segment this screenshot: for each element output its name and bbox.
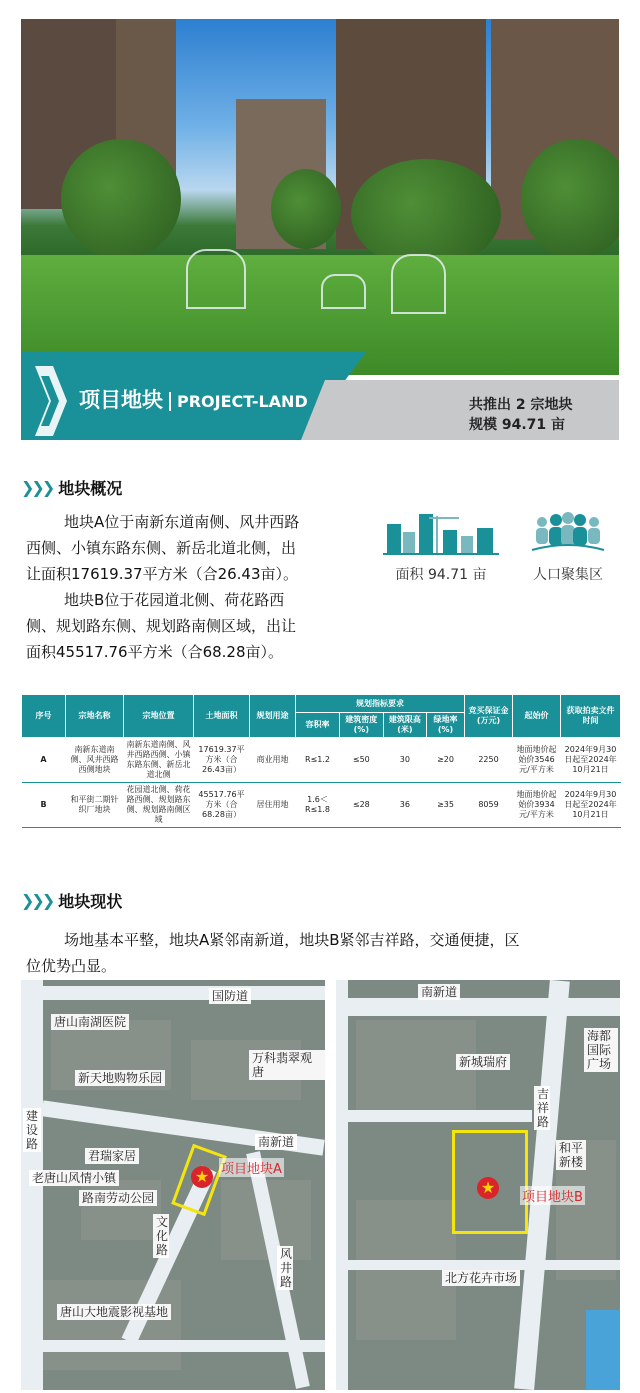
cell-area: 17619.37平方米（合 26.43亩）: [194, 738, 250, 783]
th-seq: 序号: [22, 695, 66, 738]
cell-deposit: 8059: [465, 783, 513, 828]
crowd-icon: [528, 510, 608, 556]
map-label: 海都国际广场: [584, 1028, 618, 1072]
chevron-logo-icon: [31, 362, 71, 440]
star-marker-icon: ★: [191, 1166, 213, 1188]
map-label: 路南劳动公园: [79, 1190, 157, 1206]
map-label: 新城瑞府: [456, 1054, 510, 1070]
land-table: [21, 694, 621, 828]
population-stat-label: 人口聚集区: [533, 567, 603, 583]
map-label: 南新道: [255, 1134, 297, 1150]
triple-arrow-icon: ❯❯❯: [21, 478, 53, 497]
cell-name: 南新东道南侧、风井西路西侧地块: [66, 738, 124, 783]
cell-green: ≥20: [427, 738, 465, 783]
th-use: 规划用途: [250, 695, 296, 738]
cell-name: 和平街二期针织厂地块: [66, 783, 124, 828]
th-height: 建筑限高(米): [383, 713, 426, 738]
city-buildings-icon: [381, 510, 501, 556]
th-time: 获取拍卖文件时间: [561, 695, 621, 738]
map-label: 吉祥路: [534, 1086, 550, 1130]
population-stat: [520, 510, 616, 584]
overview-line: 地块A位于南新东道南侧、风井西路: [64, 513, 300, 531]
th-start-price: 起始价: [513, 695, 561, 738]
cell-start-price: 地面地价起始价3546元/平方米: [513, 738, 561, 783]
th-density: 建筑密度(%): [339, 713, 383, 738]
cell-use: 商业用地: [250, 738, 296, 783]
cell-height: 36: [383, 783, 426, 828]
banner-subtitle: PROJECT-LAND: [169, 392, 308, 411]
cell-density: ≤50: [339, 738, 383, 783]
status-line: 位优势凸显。: [26, 957, 117, 975]
map-label: 国防道: [209, 988, 251, 1004]
map-label: 和平新楼: [556, 1140, 586, 1170]
star-marker-icon: ★: [477, 1177, 499, 1199]
th-far: 容积率: [296, 713, 340, 738]
table-row: [22, 783, 621, 828]
cell-far: R≤1.2: [296, 738, 340, 783]
overview-line: 面积45517.76平方米（合68.28亩）。: [26, 643, 284, 661]
map-label: 北方花卉市场: [442, 1270, 520, 1286]
cell-height: 30: [383, 738, 426, 783]
map-label: 风井路: [277, 1246, 293, 1290]
overview-heading: ❯❯❯ 地块概况: [21, 478, 123, 498]
map-label: 君瑞家居: [85, 1148, 139, 1164]
cell-green: ≥35: [427, 783, 465, 828]
map-label: 南新道: [418, 984, 460, 1000]
th-deposit: 竞买保证金(万元): [465, 695, 513, 738]
th-planning-group: 规划指标要求: [296, 695, 465, 713]
cell-use: 居住用地: [250, 783, 296, 828]
cell-time: 2024年9月30日起至2024年10月21日: [561, 783, 621, 828]
status-heading: ❯❯❯ 地块现状: [21, 891, 123, 911]
map-label: 唐山大地震影视基地: [57, 1304, 171, 1320]
triple-arrow-icon: ❯❯❯: [21, 891, 53, 910]
cell-deposit: 2250: [465, 738, 513, 783]
map-plot-a: [21, 980, 325, 1390]
banner-title: 项目地块 PROJECT-LAND: [79, 388, 308, 412]
cell-seq: B: [22, 783, 66, 828]
map-label: 老唐山风情小镇: [29, 1170, 119, 1186]
table-row: [22, 738, 621, 783]
cell-location: 南新东道南侧、风井西路西侧、小镇东路东侧、新岳北道北侧: [124, 738, 194, 783]
overview-line: 侧、规划路东侧、规划路南侧区域，出让: [26, 617, 297, 635]
map-plot-b: [336, 980, 620, 1390]
status-line: 场地基本平整，地块A紧邻南新道，地块B紧邻吉祥路，交通便捷，区: [64, 931, 520, 949]
map-label: 唐山南湖医院: [51, 1014, 129, 1030]
map-label: 建设路: [23, 1108, 41, 1152]
banner-scale: 规模 94.71 亩: [469, 417, 566, 433]
cell-time: 2024年9月30日起至2024年10月21日: [561, 738, 621, 783]
plot-b-label: 项目地块B: [520, 1186, 585, 1205]
map-label: 万科翡翠观唐: [249, 1050, 325, 1080]
overview-line: 西侧、小镇东路东侧、新岳北道北侧，出: [26, 539, 297, 557]
area-stat: [378, 510, 504, 584]
map-label: 文化路: [153, 1214, 169, 1258]
plot-a-label: 项目地块A: [219, 1158, 284, 1177]
map-label: 新天地购物乐园: [75, 1070, 165, 1086]
th-location: 宗地位置: [124, 695, 194, 738]
cell-area: 45517.76平方米（合 68.28亩）: [194, 783, 250, 828]
overview-line: 让面积17619.37平方米（合26.43亩）。: [26, 565, 299, 583]
th-green: 绿地率(%): [427, 713, 465, 738]
overview-line: 地块B位于花园道北侧、荷花路西: [64, 591, 285, 609]
cell-density: ≤28: [339, 783, 383, 828]
hero-photo: [21, 19, 619, 375]
section-banner: [21, 352, 619, 440]
cell-far: 1.6＜R≤1.8: [296, 783, 340, 828]
cell-seq: A: [22, 738, 66, 783]
banner-count: 共推出 2 宗地块: [469, 397, 573, 413]
cell-start-price: 地面地价起始价3934元/平方米: [513, 783, 561, 828]
cell-location: 花园道北侧、荷花路西侧、规划路东侧、规划路南侧区域: [124, 783, 194, 828]
th-area: 土地面积: [194, 695, 250, 738]
area-stat-label: 面积 94.71 亩: [395, 567, 487, 583]
th-name: 宗地名称: [66, 695, 124, 738]
